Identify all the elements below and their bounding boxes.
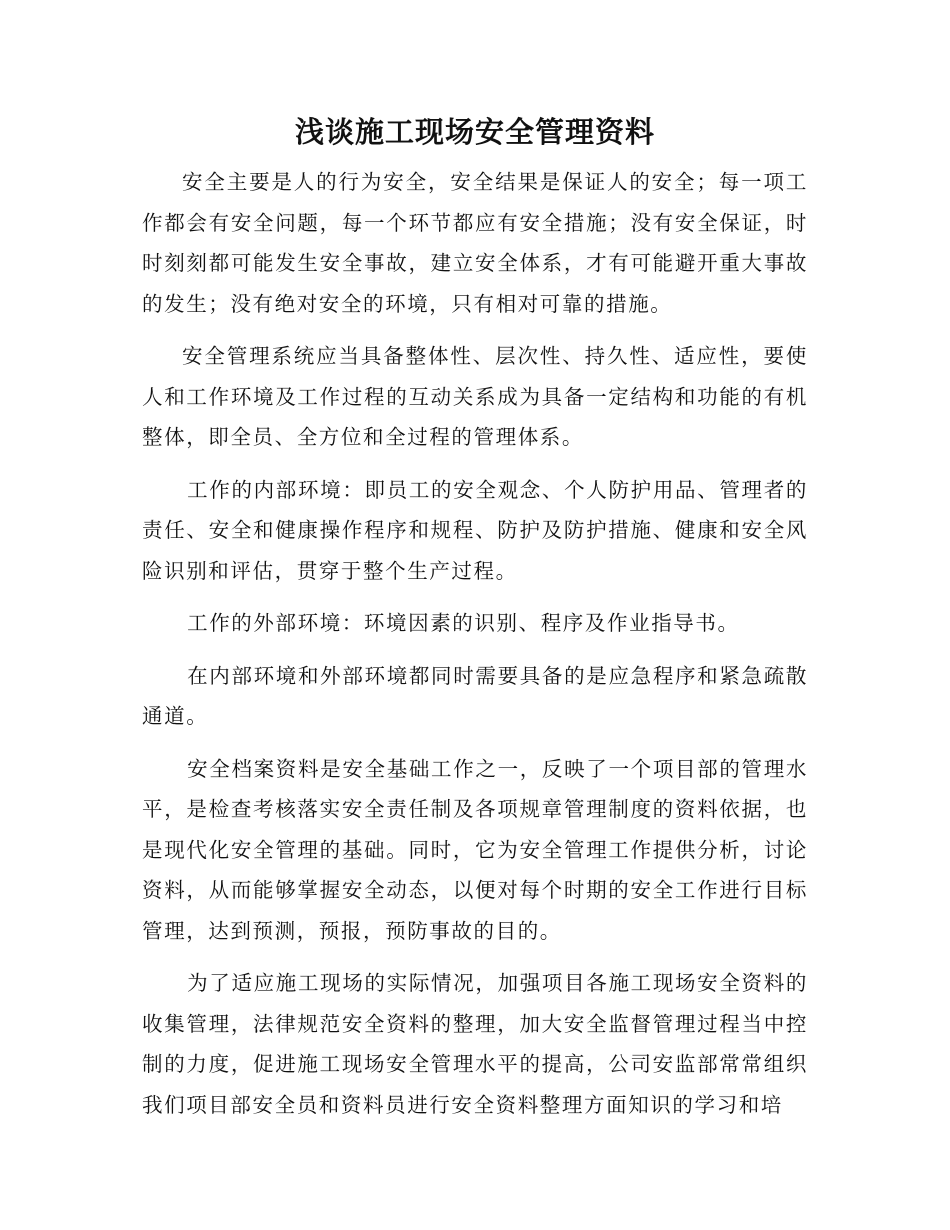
document-body [142, 162, 808, 1137]
paragraph-safety-archives: 安全档案资料是安全基础工作之一，反映了一个项目部的管理水平，是检查考核落实安全责任制及各项规章管理制度的资料依据，也是现代化安全管理的基础。同时，它为安全管理工作提供分析，讨论资料，从而能够掌握安全动态，以便对每个时期的安全工作进行目标管理，达到预测，预报，预防事故的目的。 [142, 756, 808, 943]
paragraph-external-environment: 工作的外部环境：环境因素的识别、程序及作业指导书。 [187, 611, 740, 635]
paragraph-site-data-management: 为了适应施工现场的实际情况，加强项目各施工现场安全资料的收集管理，法律规范安全资料的整理，加大安全监督管理过程当中控制的力度，促进施工现场安全管理水平的提高，公司安监部常常组织我们项目部安全员和资料员进行安全资料整理方面知识的学习和培 [142, 971, 808, 1117]
document-title: 浅谈施工现场安全管理资料 [294, 115, 655, 149]
paragraph-safety-definition: 安全主要是人的行为安全，安全结果是保证人的安全；每一项工作都会有安全问题，每一个环节都应有安全措施；没有安全保证，时时刻刻都可能发生安全事故，建立安全体系，才有可能避开重大事故的发生；没有绝对安全的环境，只有相对可靠的措施。 [142, 170, 808, 316]
paragraph-emergency-procedures: 在内部环境和外部环境都同时需要具备的是应急程序和紧急疏散通道。 [142, 663, 808, 728]
paragraph-management-system: 安全管理系统应当具备整体性、层次性、持久性、适应性，要使人和工作环境及工作过程的互动关系成为具备一定结构和功能的有机整体，即全员、全方位和全过程的管理体系。 [142, 344, 808, 449]
paragraph-internal-environment: 工作的内部环境：即员工的安全观念、个人防护用品、管理者的责任、安全和健康操作程序和规程、防护及防护措施、健康和安全风险识别和评估，贯穿于整个生产过程。 [142, 477, 808, 583]
